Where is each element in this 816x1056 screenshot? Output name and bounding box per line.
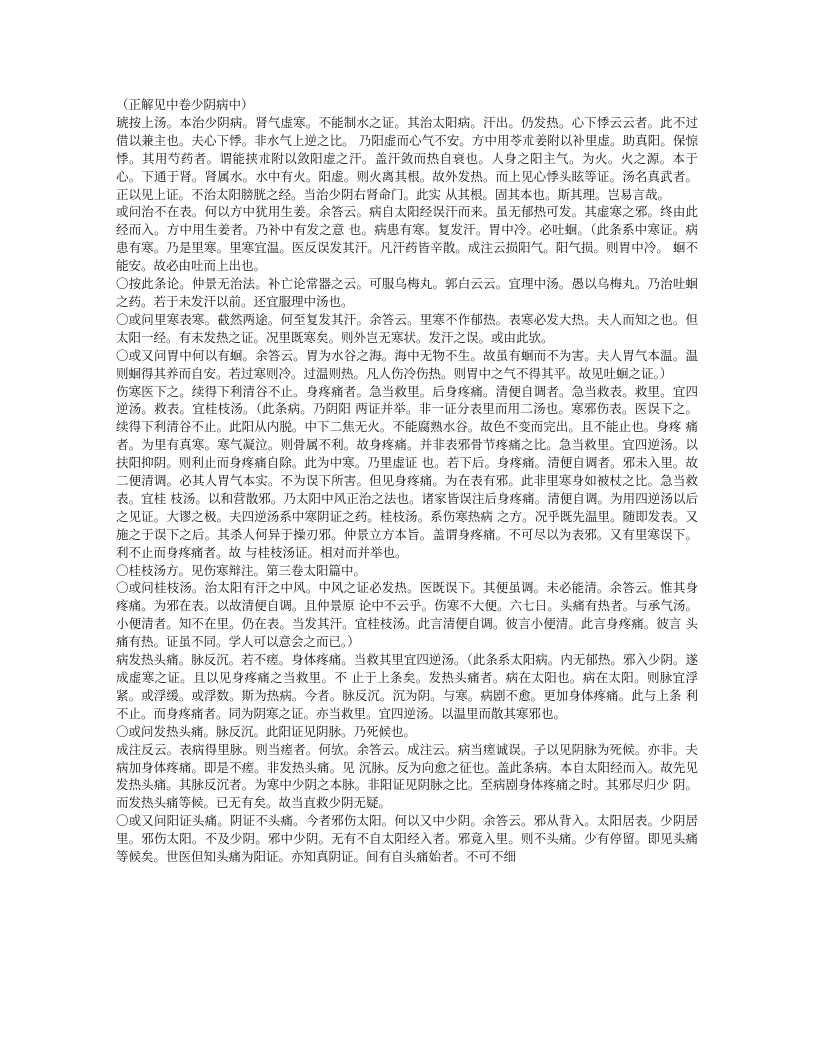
paragraph-10: 〇或问发热头痛。脉反沉。此阳证见阴脉。乃死候也。 (116, 723, 417, 739)
paragraph-9: 病发热头痛。脉反沉。若不瘥。身体疼痛。当救其里宜四逆汤。（此条系太阳病。内无郁热。邪入少阴。遂成虚寒之证。且以见身疼痛之当救里。不 止于上条矣。发热头痛者。病在太阳也。病在太阳。则脉宜浮紧。或浮缓。或浮数。斯为热病。今者。脉反沉。沉为阴。与寒。病剧不愈。更加身体疼痛。此与上条 利不止。而身疼痛者。同为阴寒之证。亦当救里。宜四逆汤。以温里而散其寒邪也。 (116, 652, 698, 721)
section-heading: （正解见中卷少阴病中） (116, 97, 254, 112)
paragraph-6: 伤寒医下之。续得下利清谷不止。身疼痛者。急当救里。后身疼痛。清便自调者。急当救表。救里。宜四逆汤。救表。宜桂枝汤。（此条病。乃阴阳 两证并举。非一证分表里而用二汤也。寒邪伤表。医误下之。续得下利清谷不止。此阳从内脱。中下二焦无火。不能腐熟水谷。故色不变而完出。且不能止也。身疼 痛者。为里有真寒。寒气凝泣。则骨属不利。故身疼痛。并非表邪骨节疼痛之比。急当救里。宜四逆汤。以扶阳抑阴。则利止而身疼痛自除。此为中寒。乃里虚证 也。若下后。身疼痛。清便自调者。邪未入里。故二便清调。必其人胃气本实。不为误下所害。但见身疼痛。为在表有邪。此非里寒身如被杖之比。急当救表。宜桂 枝汤。以和营散邪。乃太阳中风正治之法也。诸家皆误注后身疼痛。清便自调。为用四逆汤以后之见证。大谬之极。夫四逆汤系中寒阴证之药。桂枝汤。系伤寒热病 之方。况乎既先温里。随即发表。又施之于误下之后。其杀人何异于操刃邪。仲景立方本旨。盖谓身疼痛。不可尽以为表邪。又有里寒误下。利不止而身疼痛者。故 与桂枝汤证。相对而并举也。 (116, 383, 698, 560)
paragraph-4: 〇或问里寒表寒。截然两途。何至复发其汗。余答云。里寒不作郁热。表寒必发大热。夫人而知之也。但太阳一经。有未发热之证。况里既寒矣。则外岂无寒状。发汗之误。或由此欤。 (116, 311, 698, 345)
paragraph-11: 成注反云。表病得里脉。则当瘥者。何欤。余答云。成注云。病当瘥诚误。子以见阴脉为死候。亦非。夫病加身体疼痛。即是不瘥。非发热头痛。见 沉脉。反为向愈之征也。盖此条病。本自太阳经而入。故先见发热头痛。其脉反沉者。为寒中少阴之本脉。非阳证见阴脉之比。至病剧身体疼痛之时。其邪尽归少 阴。而发热头痛等候。已无有矣。故当直救少阴无疑。 (116, 741, 698, 811)
document-page (116, 96, 698, 866)
paragraph-3: 〇按此条论。仲景无治法。补亡论常器之云。可服乌梅丸。郭白云云。宜理中汤。愚以乌梅丸。乃治吐蛔之药。若于未发汗以前。还宜服理中汤也。 (116, 276, 698, 309)
paragraph-5: 〇或又问胃中何以有蛔。余答云。胃为水谷之海。海中无物不生。故虽有蛔而不为害。夫人胃气本温。温则蛔得其养而自安。若过寒则冷。过温则热。凡人伤冷伤热。则胃中之气不得其平。故见吐蛔之证。） (116, 347, 698, 381)
paragraph-2: 或问治不在表。何以方中犹用生姜。余答云。病自太阳经误汗而来。虽无郁热可发。其虚寒之邪。终由此经而入。方中用生姜者。乃补中有发之意 也。病患有寒。复发汗。胃中冷。必吐蛔。（此条系中寒证。病患有寒。乃是里寒。里寒宜温。医反误发其汗。凡汗药皆辛散。成注云损阳气。阳气损。则胃中冷。 蛔不能安。故必由吐而上出也。 (116, 204, 698, 274)
paragraph-7: 〇桂枝汤方。见伤寒辩注。第三卷太阳篇中。 (116, 562, 367, 578)
paragraph-8: 〇或问桂枝汤。治太阳有汗之中风。中风之证必发热。医既误下。其便虽调。未必能清。余答云。惟其身疼痛。为邪在表。以故清便自调。且仲景原 论中不云乎。伤寒不大便。六七日。头痛有热者。与承气汤。小便清者。知不在里。仍在表。当发其汗。宜桂枝汤。此言清便自调。彼言小便清。此言身疼痛。彼言 头痛有热。证虽不同。学人可以意会之而已。） (116, 580, 698, 650)
paragraph-12: 〇或又问阳证头痛。阴证不头痛。今者邪伤太阳。何以又中少阴。余答云。邪从背入。太阳居表。少阴居里。邪伤太阳。不及少阴。邪中少阴。无有不自太阳经入者。邪竟入里。则不头痛。少有停留。即见头痛等候矣。世医但知头痛为阳证。亦知真阴证。间有自头痛始者。不可不细 (116, 813, 698, 865)
paragraph-1: 琥按上汤。本治少阴病。肾气虚寒。不能制水之证。其治太阳病。汗出。仍发热。心下悸云云者。此不过借以兼主也。夫心下悸。非水气上逆之比。 乃阳虚而心气不安。方中用苓朮姜附以补里虚。助真阳。保惊悸。其用芍药者。谓能挟朮附以敛阳虚之汗。盖汗敛而热自衰也。人身之阳主气。为火。火之源。本于 心。下通于肾。肾属水。水中有火。阳虚。则火离其根。故外发热。而上见心悸头眩等证。汤名真武者。正以见上证。不治太阳膀胱之经。当治少阴右肾命门。此实 从其根。固其本也。斯其理。岂易言哉。 (116, 114, 698, 202)
